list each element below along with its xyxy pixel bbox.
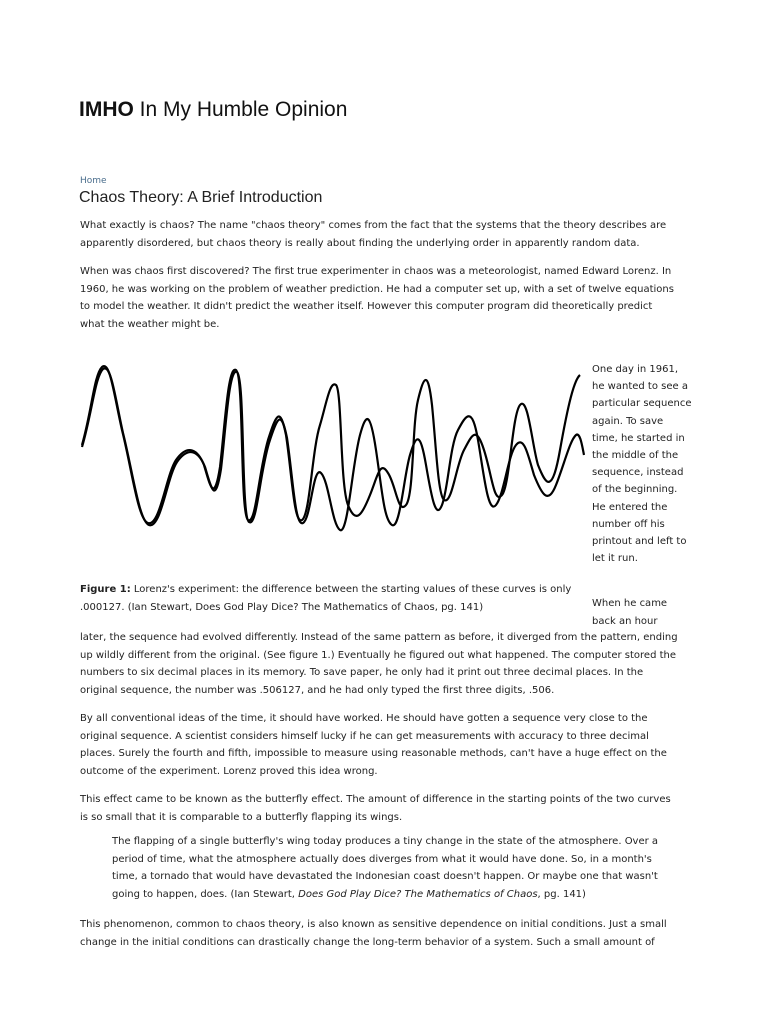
quote-citation-end: , pg. 141)	[537, 888, 586, 900]
figure-caption	[80, 581, 580, 616]
quote-text: The flapping of a single butterfly's wing today produces a tiny change in the state of the atmosphere. Over a period of time, what the atmosphere actually does diverges from what it would have done. So, in a month's time, a tornado that would have devastated the Indonesian coast doesn't happen. Or maybe one that wasn't going to happen, does. (Ian Stewart,	[112, 836, 659, 900]
lorenz-curve-original	[82, 366, 580, 523]
figure-caption-label: Figure 1:	[80, 584, 131, 595]
sensitivity-paragraph: This phenomenon, common to chaos theory, is also known as sensitive dependence on initial conditions. Just a small change in the initial conditions can drastically change the long-term behavior of a system. Such a small amount of	[80, 919, 667, 948]
breadcrumb-home-link[interactable]: Home	[80, 176, 107, 186]
site-title-rest: In My Humble Opinion	[133, 98, 348, 121]
intro-paragraph: What exactly is chaos? The name "chaos theory" comes from the fact that the systems that the theory describes are apparently disordered, but chaos theory is really about finding the underlying order in apparently random data.	[80, 220, 667, 249]
figure-side-text-continued: When he came back an hour	[592, 598, 668, 627]
lorenz-curve-divergent	[82, 368, 584, 530]
butterfly-paragraph: This effect came to be known as the butterfly effect. The amount of difference in the starting points of the two curves is so small that it is comparable to a butterfly flapping its wings.	[80, 794, 671, 823]
site-title-abbr: IMHO	[79, 98, 134, 121]
history-paragraph: When was chaos first discovered? The first true experimenter in chaos was a meteorologist, named Edward Lorenz. In 1960, he was working on the problem of weather prediction. He had a computer set up, with a set of twelve equations to model the weather. It didn't predict the weather itself. However this computer program did theoretically predict what the weather might be.	[80, 266, 674, 330]
lorenz-figure	[80, 355, 585, 580]
butterfly-quote	[112, 833, 662, 903]
figure-caption-text: Lorenz's experiment: the difference between the starting values of these curves is only .000127. (Ian Stewart, Does God Play Dice? The Mathematics of Chaos, pg. 141)	[80, 584, 572, 613]
site-title[interactable]	[79, 98, 347, 122]
lorenz-curves-image	[80, 355, 585, 580]
quote-book-title: Does God Play Dice? The Mathematics of Chaos	[298, 888, 538, 900]
expectation-paragraph: By all conventional ideas of the time, it should have worked. He should have gotten a sequence very close to the original sequence. A scientist considers himself lucky if he can get measurements with accuracy to three decimal places. Surely the fourth and fifth, impossible to measure using reasonable methods, can't have a huge effect on the outcome of the experiment. Lorenz proved this idea wrong.	[80, 713, 667, 777]
figure-side-text: One day in 1961, he wanted to see a particular sequence again. To save time, he started in the middle of the sequence, instead of the beginning. He entered the number off his printout and left to let it run.	[592, 364, 692, 565]
article-title: Chaos Theory: A Brief Introduction	[79, 189, 323, 206]
experiment-paragraph: later, the sequence had evolved differently. Instead of the same pattern as before, it diverged from the pattern, ending up wildly different from the original. (See figure 1.) Eventually he figured out what happened. The computer stored the numbers to six decimal places in its memory. To save paper, he only had it print out three decimal places. In the original sequence, the number was .506127, and he had only typed the first three digits, .506.	[80, 632, 678, 696]
